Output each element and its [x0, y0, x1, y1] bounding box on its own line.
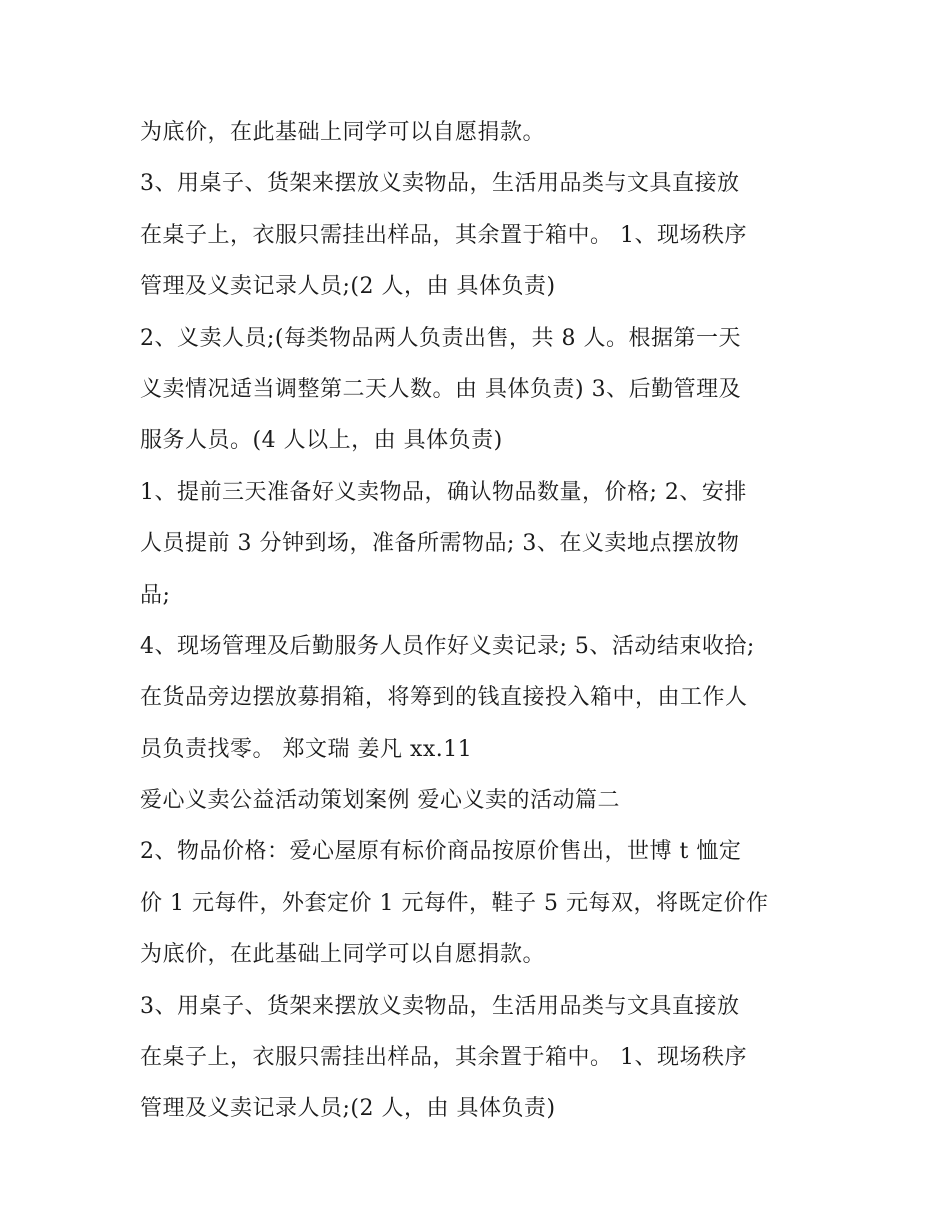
text-line: 为底价，在此基础上同学可以自愿捐款。 — [140, 942, 546, 968]
text-line: 在桌子上，衣服只需挂出样品，其余置于箱中。 1、现场秩序 — [140, 1045, 747, 1071]
text-line: 义卖情况适当调整第二天人数。由 具体负责) 3、后勤管理及 — [140, 376, 742, 402]
text-line: 人员提前 3 分钟到场，准备所需物品; 3、在义卖地点摆放物 — [140, 531, 740, 557]
text-line: 为底价，在此基础上同学可以自愿捐款。 — [140, 120, 546, 145]
text-line: 价 1 元每件，外套定价 1 元每件，鞋子 5 元每双，将既定价作 — [140, 890, 769, 916]
text-line: 管理及义卖记录人员;(2 人，由 具体负责) — [140, 274, 556, 300]
text-line: 1、提前三天准备好义卖物品，确认物品数量，价格; 2、安排 — [140, 479, 747, 505]
text-line: 在桌子上，衣服只需挂出样品，其余置于箱中。 1、现场秩序 — [140, 222, 747, 248]
section-heading: 爱心义卖公益活动策划案例 爱心义卖的活动篇二 — [140, 788, 620, 814]
text-line: 在货品旁边摆放募捐箱，将筹到的钱直接投入箱中，由工作人 — [140, 685, 748, 711]
text-line: 员负责找零。 郑文瑞 姜凡 xx.11 — [140, 736, 473, 762]
text-line: 管理及义卖记录人员;(2 人，由 具体负责) — [140, 1096, 556, 1122]
text-line: 3、用桌子、货架来摆放义卖物品，生活用品类与文具直接放 — [140, 993, 740, 1019]
text-line: 服务人员。(4 人以上，由 具体负责) — [140, 428, 503, 454]
text-line: 2、物品价格：爱心屋原有标价商品按原价售出，世博 t 恤定 — [140, 839, 742, 865]
text-line: 2、义卖人员;(每类物品两人负责出售，共 8 人。根据第一天 — [140, 325, 741, 351]
document-body — [140, 107, 820, 1135]
text-line: 品; — [140, 582, 171, 608]
text-line: 4、现场管理及后勤服务人员作好义卖记录; 5、活动结束收拾; — [140, 633, 755, 659]
text-line: 3、用桌子、货架来摆放义卖物品，生活用品类与文具直接放 — [140, 171, 740, 197]
